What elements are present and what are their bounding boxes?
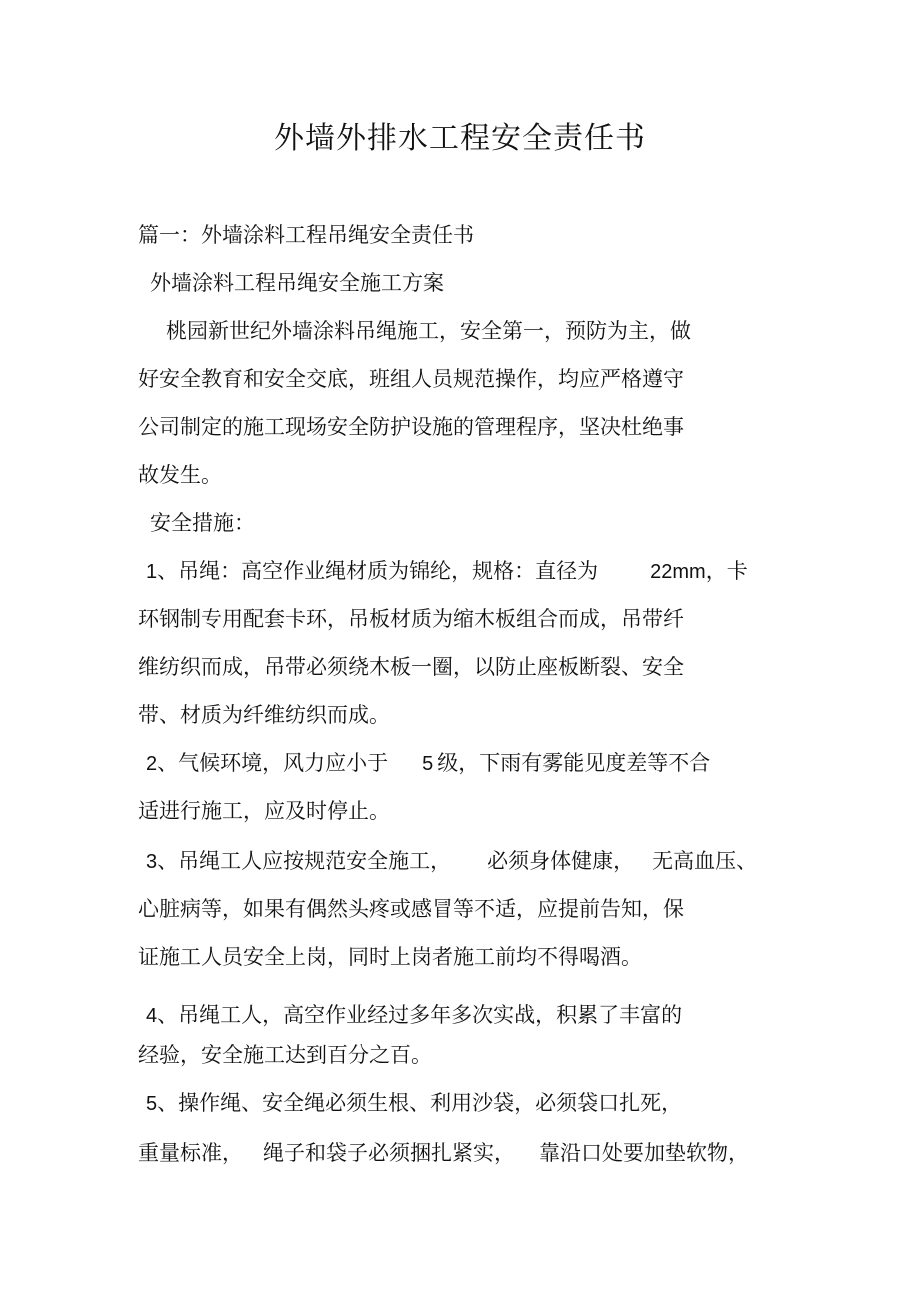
measure-line: 证施工人员安全上岗，同时上岗者施工前均不得喝酒。 <box>138 945 642 969</box>
item-text: 、气候环境，风力应小于 <box>157 751 389 775</box>
plan-heading: 外墙涂料工程吊绳安全施工方案 <box>150 271 444 295</box>
item-text: 无高血压、 <box>652 849 758 873</box>
measure-line: 维纺织而成，吊带必须绕木板一圈，以防止座板断裂、安全 <box>138 655 684 679</box>
measure-line: 心脏病等，如果有偶然头疼或感冒等不适，应提前告知，保 <box>138 897 684 921</box>
item-text: 级，下雨有雾能见度差等不合 <box>437 751 711 775</box>
item-number: 1 <box>146 561 158 583</box>
measure-item-2 <box>146 748 710 779</box>
measure-line: 适进行施工，应及时停止。 <box>138 799 390 823</box>
item-text: 、吊绳工人应按规范安全施工， <box>157 849 452 873</box>
measure-item-3 <box>146 846 757 877</box>
item-text: ，卡 <box>705 559 748 583</box>
document-title: 外墙外排水工程安全责任书 <box>274 121 646 156</box>
measure-item-5-line2 <box>138 1138 749 1168</box>
measure-line: 带、材质为纤维纺织而成。 <box>138 703 390 727</box>
measures-heading: 安全措施： <box>150 511 255 535</box>
article-heading: 篇一：外墙涂料工程吊绳安全责任书 <box>138 223 474 247</box>
measure-item-4 <box>146 1000 682 1031</box>
intro-line: 好安全教育和安全交底，班组人员规范操作，均应严格遵守 <box>138 367 684 391</box>
intro-line: 公司制定的施工现场安全防护设施的管理程序，坚决杜绝事 <box>138 415 684 439</box>
item-text: 、操作绳、安全绳必须生根、利用沙袋，必须袋口扎死， <box>157 1091 683 1115</box>
item-number: 4 <box>146 1005 158 1027</box>
item-text: 、吊绳工人，高空作业经过多年多次实战，积累了丰富的 <box>157 1003 683 1027</box>
item-number: 2 <box>146 753 158 775</box>
item-text: 、吊绳：高空作业绳材质为锦纶，规格：直径为 <box>157 559 599 583</box>
item-wind-value: 5 <box>422 753 434 775</box>
item-text: 绳子和袋子必须捆扎紧实， <box>263 1141 515 1165</box>
item-spec-value: 22mm <box>650 561 706 583</box>
measure-item-5 <box>146 1088 682 1119</box>
measure-line: 环钢制专用配套卡环，吊板材质为缩木板组合而成，吊带纤 <box>138 607 684 631</box>
item-text: 靠沿口处要加垫软物， <box>539 1141 749 1165</box>
measure-item-1 <box>146 556 748 587</box>
item-text: 必须身体健康， <box>487 849 635 873</box>
intro-line: 故发生。 <box>138 463 222 487</box>
item-text: 重量标准， <box>138 1141 243 1165</box>
measure-line: 经验，安全施工达到百分之百。 <box>138 1043 432 1067</box>
item-number: 5 <box>146 1093 158 1115</box>
intro-line: 桃园新世纪外墙涂料吊绳施工，安全第一，预防为主，做 <box>166 319 691 343</box>
item-number: 3 <box>146 851 158 873</box>
